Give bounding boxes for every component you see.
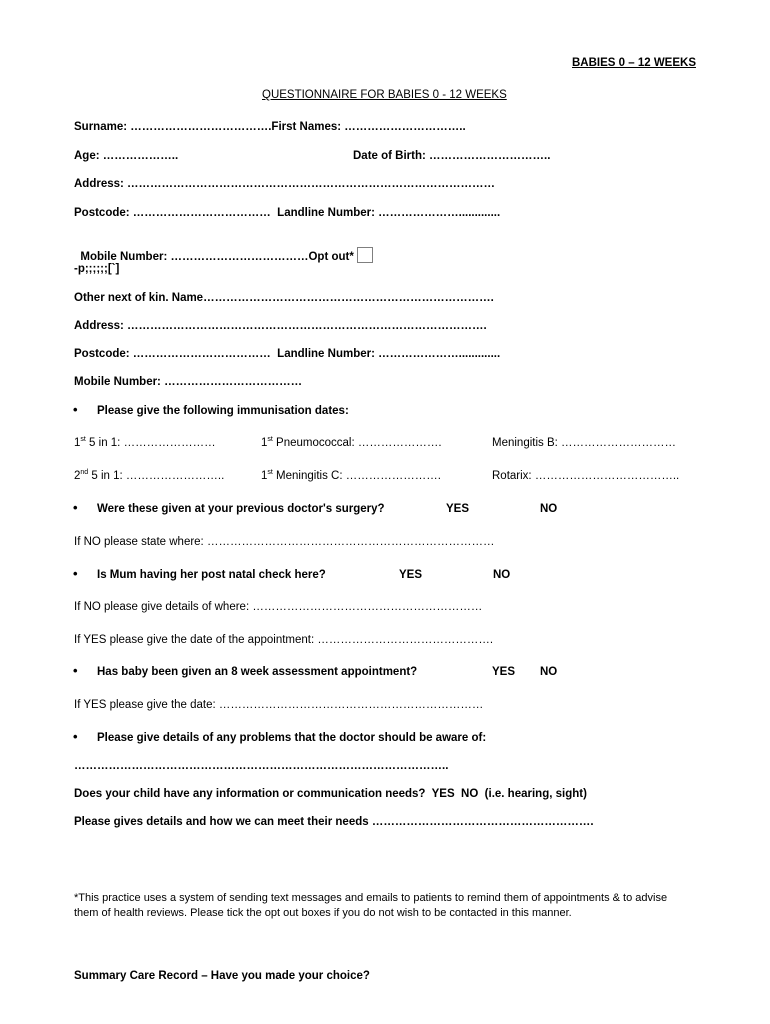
bullet-icon: • — [73, 402, 78, 417]
imm-5in1-second[interactable] — [74, 470, 224, 482]
imm-num: 2 — [74, 470, 81, 482]
date-of-birth-field[interactable]: Date of Birth: ………………………….. — [353, 150, 551, 162]
imm-label: Meningitis C: ……………………. — [272, 470, 441, 482]
post-natal-question: Is Mum having her post natal check here? — [97, 569, 326, 581]
header-age-range: BABIES 0 – 12 WEEKS — [572, 57, 696, 69]
if-no-state-field[interactable]: If NO please state where: ………………………………………………………………… — [74, 536, 495, 548]
post-natal-no-option[interactable]: NO — [493, 569, 511, 581]
if-no-details-field[interactable]: If NO please give details of where: …………………………………………………… — [74, 601, 483, 613]
bullet-icon: • — [73, 500, 78, 515]
imm-num: 1 — [261, 437, 268, 449]
bullet-icon: • — [73, 663, 78, 678]
address-field[interactable]: Address: …………………………………………………………………………………… — [74, 178, 496, 190]
kin-address-field[interactable]: Address: …………………………………………………………………………………. — [74, 320, 487, 332]
imm-sup: st — [267, 436, 273, 443]
opt-out-checkbox[interactable] — [357, 247, 373, 263]
stray-text: -p;;;;;;[`] — [74, 263, 120, 275]
imm-label: 5 in 1: …………………… — [85, 437, 216, 449]
problems-question: Please give details of any problems that the doctor should be aware of: — [97, 732, 487, 744]
kin-mobile-field[interactable]: Mobile Number: ……………………………… — [74, 376, 303, 388]
previous-no-option[interactable]: NO — [540, 503, 558, 515]
information-needs-details-field[interactable]: Please gives details and how we can meet their needs …………………………………………………. — [74, 816, 594, 828]
imm-sup: nd — [80, 469, 89, 476]
imm-sup: st — [80, 436, 86, 443]
immunisation-question: Please give the following immunisation dates: — [97, 405, 349, 417]
imm-label: 5 in 1: …………………….. — [88, 470, 225, 482]
information-needs-question[interactable]: Does your child have any information or communication needs? YES NO (i.e. hearing, sight) — [74, 788, 587, 800]
next-of-kin-field[interactable]: Other next of kin. Name…………………………………………………………………. — [74, 292, 494, 304]
age-field[interactable]: Age: ……………….. — [74, 150, 179, 162]
imm-5in1-first[interactable] — [74, 437, 216, 449]
page-title: QUESTIONNAIRE FOR BABIES 0 - 12 WEEKS — [262, 89, 507, 101]
mobile-field — [74, 235, 373, 263]
footnote: *This practice uses a system of sending text messages and emails to patients to remind them of appointments & to advise them of health reviews. Please tick the opt out boxes if you do not wish to be contacted in this manner. — [74, 892, 668, 919]
if-yes-appointment-field[interactable]: If YES please give the date of the appointment: ………………………………………. — [74, 634, 494, 646]
imm-meningitis-b[interactable]: Meningitis B: ………………………… — [492, 437, 677, 449]
previous-surgery-question: Were these given at your previous doctor's surgery? — [97, 503, 385, 515]
post-natal-yes-option[interactable]: YES — [399, 569, 423, 581]
kin-postcode-landline-field[interactable]: Postcode: ……………………………… Landline Number: …………………............. — [74, 348, 501, 360]
imm-pneumococcal[interactable] — [261, 437, 442, 449]
imm-sup: st — [267, 469, 273, 476]
imm-meningitis-c[interactable] — [261, 470, 441, 482]
assessment-no-option[interactable]: NO — [540, 666, 558, 678]
bullet-icon: • — [73, 729, 78, 744]
bullet-icon: • — [73, 566, 78, 581]
if-yes-date-field[interactable]: If YES please give the date: …………………………………………………………… — [74, 699, 484, 711]
imm-rotarix[interactable]: Rotarix: ……………………………….. — [492, 470, 680, 482]
postcode-landline-field[interactable]: Postcode: ……………………………… Landline Number: …………………............. — [74, 207, 501, 219]
problems-field[interactable]: …………………………………………………………………………………….. — [74, 760, 449, 772]
previous-yes-option[interactable]: YES — [446, 503, 470, 515]
imm-num: 1 — [74, 437, 81, 449]
imm-label: Pneumococcal: …………………. — [272, 437, 442, 449]
summary-care-record-heading: Summary Care Record – Have you made your choice? — [74, 970, 370, 982]
mobile-label[interactable]: Mobile Number: ………………………………Opt out* — [80, 251, 354, 263]
assessment-question: Has baby been given an 8 week assessment appointment? — [97, 666, 418, 678]
surname-field[interactable]: Surname: ……………………………….First Names: ………………………….. — [74, 121, 466, 133]
assessment-yes-option[interactable]: YES — [492, 666, 516, 678]
imm-num: 1 — [261, 470, 268, 482]
